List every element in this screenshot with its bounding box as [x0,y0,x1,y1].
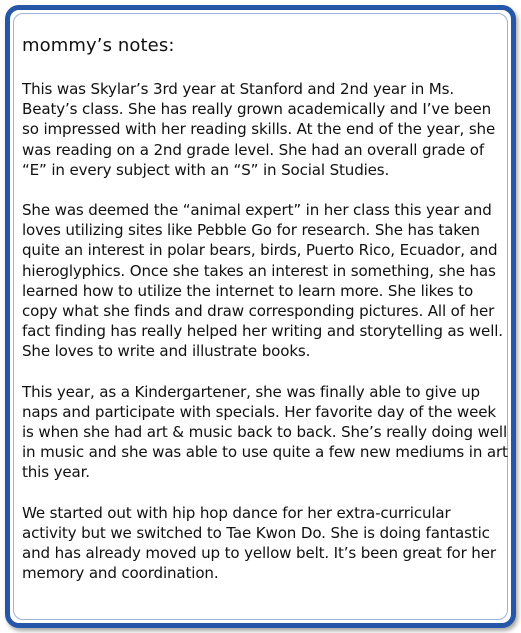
notes-frame [5,5,516,628]
paragraph-school-year: This was Skylar’s 3rd year at Stanford and 2nd year in Ms. Beaty’s class. She has really grown academically and I’ve been so impressed with her reading skills. At the end of the year, she was reading on a 2nd grade level. She had an overall grade of “E” in every subject with an “S” in Social Studies. [22,80,496,179]
notes-heading: mommy’s notes: [22,35,175,56]
notes-content [22,34,508,583]
paragraph-activities: We started out with hip hop dance for her extra-curricular activity but we switched to Tae Kwon Do. She is doing fantastic and has already moved up to yellow belt. It’s been great for her memory and coordination. [22,503,496,583]
paragraph-kindergarten: This year, as a Kindergartener, she was finally able to give up naps and participate with specials. Her favorite day of the week is when she had art & music back to back. She’s really doing well in music and she was able to use quite a few new mediums in art this year. [22,382,508,482]
paragraph-animal-expert: She was deemed the “animal expert” in her class this year and loves utilizing sites like Pebble Go for research. She has taken quite an interest in polar bears, birds, Puerto Rico, Ecuador, and hieroglyphics. Once she takes an interest in something, she has learned how to utilize the internet to learn more. She likes to copy what she finds and draw corresponding pictures. All of her fact finding has really helped her writing and storytelling as well. She loves to write and illustrate books. [22,201,503,361]
